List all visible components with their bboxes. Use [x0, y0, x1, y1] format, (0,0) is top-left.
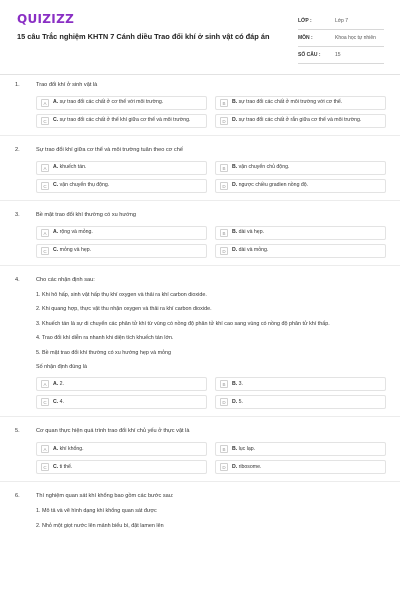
option-key: B.: [232, 99, 238, 106]
option-key: B.: [232, 380, 238, 387]
option-letter-box: C: [41, 463, 49, 471]
meta-table: [298, 13, 384, 64]
question-prompt: Số nhận định đúng là: [36, 363, 87, 370]
quizizz-logo[interactable]: QUIZIZZ: [17, 12, 75, 26]
option-key: C.: [53, 117, 59, 124]
option-key: D.: [232, 463, 238, 470]
option-letter-box: D: [220, 247, 228, 255]
statement: 2. Nhỏ một giọt nước lên mảnh biểu bì, đặt lamen lên: [36, 522, 164, 529]
option-b[interactable]: [215, 442, 386, 456]
option-a[interactable]: [36, 161, 207, 175]
option-letter-box: A: [41, 380, 49, 388]
option-key: A.: [53, 380, 59, 387]
question-number: 4.: [15, 277, 20, 283]
option-letter-box: D: [220, 463, 228, 471]
question-text: Cơ quan thực hiện quá trình trao đổi khí chủ yếu ở thực vật là: [36, 428, 190, 435]
meta-label: SỐ CÂU :: [298, 52, 321, 58]
meta-label: LỚP :: [298, 18, 312, 24]
option-b[interactable]: [215, 96, 386, 110]
option-text: rộng và mỏng.: [59, 229, 93, 236]
question-text: Thí nghiệm quan sát khí khổng bao gồm các bước sau:: [36, 493, 174, 500]
option-letter-box: C: [41, 117, 49, 125]
option-b[interactable]: [215, 161, 386, 175]
option-letter-box: B: [220, 164, 228, 172]
option-a[interactable]: [36, 442, 207, 456]
option-c[interactable]: [36, 395, 207, 409]
option-text: khuếch tán.: [59, 164, 87, 171]
option-key: D.: [232, 117, 238, 124]
option-d[interactable]: [215, 114, 386, 128]
question-5: [0, 426, 400, 482]
option-c[interactable]: [36, 179, 207, 193]
question-number: 3.: [15, 212, 20, 218]
question-text: Trao đổi khí ở sinh vật là: [36, 82, 98, 88]
option-b[interactable]: [215, 226, 386, 240]
question-number: 2.: [15, 147, 20, 153]
option-letter-box: A: [41, 99, 49, 107]
option-text: ribosome.: [238, 463, 262, 470]
question-number: 6.: [15, 493, 20, 500]
option-c[interactable]: [36, 244, 207, 258]
question-divider: [0, 135, 400, 136]
option-letter-box: B: [220, 380, 228, 388]
option-key: A.: [53, 164, 59, 171]
statement: 1. Khi hô hấp, sinh vật hấp thụ khí oxygen và thải ra khí carbon dioxide.: [36, 292, 207, 298]
document-header: [0, 0, 400, 74]
option-text: dài và mỏng.: [238, 247, 269, 254]
options-grid: [36, 226, 386, 258]
option-letter-box: A: [41, 445, 49, 453]
question-4: [0, 275, 400, 417]
meta-row-count: [298, 47, 384, 64]
option-letter-box: A: [41, 229, 49, 237]
option-letter-box: D: [220, 398, 228, 406]
question-1: [0, 80, 400, 136]
option-text: sự trao đổi các chất ở môi trường với cơ thể.: [238, 99, 343, 106]
question-divider: [0, 481, 400, 482]
option-text: 4.: [59, 398, 64, 405]
header-divider: [0, 74, 400, 75]
question-number: 1.: [15, 82, 20, 88]
option-text: vận chuyển chủ động.: [238, 164, 290, 171]
option-d[interactable]: [215, 395, 386, 409]
option-letter-box: D: [220, 117, 228, 125]
option-d[interactable]: [215, 244, 386, 258]
option-text: 2.: [59, 380, 64, 387]
option-key: A.: [53, 229, 59, 236]
option-a[interactable]: [36, 226, 207, 240]
options-grid: [36, 442, 386, 474]
option-text: ngược chiều gradien nồng độ.: [238, 182, 309, 189]
meta-value: 15: [335, 52, 341, 58]
meta-value: Khoa học tự nhiên: [335, 35, 376, 41]
question-2: [0, 145, 400, 201]
question-divider: [0, 416, 400, 417]
options-grid: [36, 377, 386, 409]
option-text: ti thể.: [59, 463, 73, 470]
option-b[interactable]: [215, 377, 386, 391]
option-key: C.: [53, 398, 59, 405]
option-text: sự trao đổi các chất ở thể khí giữa cơ thể và môi trường.: [59, 117, 191, 124]
option-text: 3.: [238, 380, 243, 387]
option-key: D.: [232, 398, 238, 405]
option-d[interactable]: [215, 460, 386, 474]
options-grid: [36, 96, 386, 128]
option-letter-box: C: [41, 247, 49, 255]
statement: 3. Khuếch tán là sự di chuyển các phân tử khí từ vùng có nồng độ phân tử khí cao sang vùng có nồng độ phân tử khí thấp.: [36, 320, 330, 327]
option-d[interactable]: [215, 179, 386, 193]
option-letter-box: B: [220, 445, 228, 453]
question-divider: [0, 200, 400, 201]
question-6: [0, 491, 400, 530]
option-letter-box: C: [41, 182, 49, 190]
question-text: Cho các nhận định sau:: [36, 277, 95, 283]
meta-row-class: [298, 13, 384, 30]
option-letter-box: D: [220, 182, 228, 190]
option-text: khí khổng.: [59, 445, 84, 452]
option-letter-box: A: [41, 164, 49, 172]
option-letter-box: C: [41, 398, 49, 406]
question-3: [0, 210, 400, 266]
meta-row-subject: [298, 30, 384, 47]
option-text: lục lạp.: [238, 445, 256, 452]
option-c[interactable]: [36, 114, 207, 128]
option-text: 5.: [238, 398, 243, 405]
option-key: A.: [53, 445, 59, 452]
option-text: sự trao đổi các chất ở cơ thể với môi trường.: [59, 99, 164, 106]
option-a[interactable]: [36, 96, 207, 110]
statement: 2. Khi quang hợp, thực vật thu nhận oxygen và thải ra khí carbon dioxide.: [36, 306, 212, 313]
option-key: C.: [53, 247, 59, 254]
question-list: [0, 80, 400, 536]
statement: 5. Bề mặt trao đổi khí thường có xu hướng hẹp và mỏng: [36, 349, 172, 356]
option-text: sự trao đổi các chất ở rắn giữa cơ thể và môi trường.: [238, 117, 362, 124]
statement: 4. Trao đổi khí diễn ra nhanh khi diện tích khuếch tán lớn.: [36, 335, 174, 342]
question-text: Bề mặt trao đổi khí thường có xu hướng: [36, 212, 137, 218]
question-divider: [0, 265, 400, 266]
option-key: B.: [232, 229, 238, 236]
option-key: C.: [53, 463, 59, 470]
options-grid: [36, 161, 386, 193]
option-key: C.: [53, 182, 59, 189]
question-text: Sự trao đổi khí giữa cơ thể và môi trường tuân theo cơ chế: [36, 147, 183, 153]
option-key: A.: [53, 99, 59, 106]
option-text: vận chuyển thụ động.: [59, 182, 110, 189]
question-number: 5.: [15, 428, 20, 435]
option-text: dài và hẹp.: [238, 229, 265, 236]
document-title: 15 câu Trắc nghiệm KHTN 7 Cánh diều Trao đổi khí ở sinh vật có đáp án: [17, 32, 270, 41]
option-text: mỏng và hẹp.: [59, 247, 92, 254]
meta-value: Lớp 7: [335, 18, 349, 24]
option-key: B.: [232, 164, 238, 171]
option-letter-box: B: [220, 99, 228, 107]
option-a[interactable]: [36, 377, 207, 391]
option-c[interactable]: [36, 460, 207, 474]
option-letter-box: B: [220, 229, 228, 237]
option-key: B.: [232, 445, 238, 452]
option-key: D.: [232, 182, 238, 189]
statement: 1. Mô tả và vẽ hình dạng khí khổng quan sát được: [36, 508, 157, 515]
meta-label: MÔN :: [298, 35, 313, 41]
option-key: D.: [232, 247, 238, 254]
